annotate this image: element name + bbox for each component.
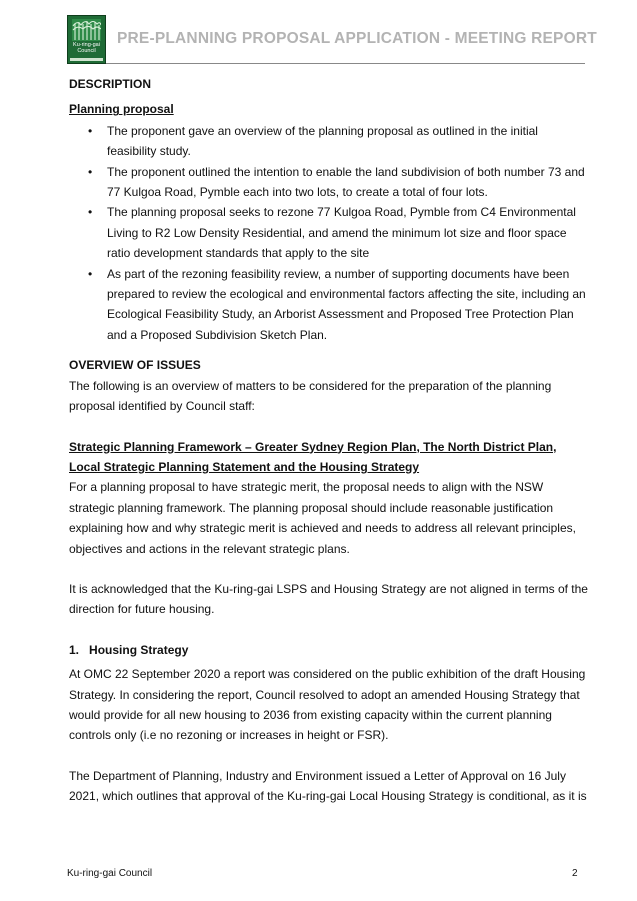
planning-proposal-subheading: Planning proposal	[69, 102, 174, 117]
list-item	[69, 264, 589, 346]
list-item	[69, 162, 589, 203]
section-title: Housing Strategy	[89, 642, 189, 657]
housing-paragraph-2: The Department of Planning, Industry and Environment issued a Letter of Approval on 16 July 2021, which outlines that approval of the Ku-ring-gai Local Housing Strategy is conditional, as it is	[69, 768, 587, 804]
document-body	[69, 74, 589, 807]
strategic-framework-heading: Strategic Planning Framework – Greater Sydney Region Plan, The North District Plan, Local Strategic Planning Statement and the Housing Strategy	[69, 439, 557, 474]
bullet-icon: •	[88, 205, 93, 220]
page-number: 2	[572, 868, 578, 879]
bullet-text: The proponent outlined the intention to enable the land subdivision of both number 73 and 77 Kulgoa Road, Pymble each into two lots, to create a total of four lots.	[107, 164, 585, 200]
logo-text-line1: Ku-ring-gai	[73, 42, 100, 48]
bullet-icon: •	[88, 266, 93, 281]
tree-logo-icon	[72, 19, 101, 41]
council-logo	[67, 15, 106, 64]
overview-heading: OVERVIEW OF ISSUES	[69, 358, 201, 373]
planning-proposal-list	[69, 121, 589, 345]
bullet-text: The planning proposal seeks to rezone 77 Kulgoa Road, Pymble from C4 Environmental Living to R2 Low Density Residential, and amend the minimum lot size and floor space ratio development standards that apply to the site	[107, 205, 576, 261]
list-item	[69, 121, 589, 162]
overview-intro: The following is an overview of matters to be considered for the preparation of the planning proposal identified by Council staff:	[69, 378, 552, 414]
header-divider	[106, 63, 585, 64]
footer-organisation: Ku-ring-gai Council	[67, 868, 153, 879]
logo-base-stripe	[70, 58, 103, 61]
bullet-icon: •	[88, 164, 93, 179]
page-header-title: PRE-PLANNING PROPOSAL APPLICATION - MEETING REPORT	[117, 30, 597, 47]
bullet-text: The proponent gave an overview of the planning proposal as outlined in the initial feasibility study.	[107, 123, 538, 159]
strategic-paragraph-1: For a planning proposal to have strategic merit, the proposal needs to align with the NSW strategic planning framework. The planning proposal should include reasonable justification explaining how and why strategic merit is achieved and needs to address all relevant principles, objectives and actions in the relevant strategic plans.	[69, 480, 576, 556]
logo-text	[68, 42, 105, 55]
description-heading: DESCRIPTION	[69, 77, 152, 91]
housing-paragraph-1: At OMC 22 September 2020 a report was considered on the public exhibition of the draft Housing Strategy. In considering the report, Council resolved to adopt an amended Housing Strategy that would provide for all new housing to 2036 from existing capacity within the current planning controls only (i.e no rezoning or increases in height or FSR).	[69, 667, 586, 743]
strategic-paragraph-2: It is acknowledged that the Ku-ring-gai LSPS and Housing Strategy are not aligned in terms of the direction for future housing.	[69, 581, 588, 617]
section-number: 1.	[69, 642, 80, 657]
bullet-text: As part of the rezoning feasibility review, a number of supporting documents have been prepared to review the ecological and environmental factors affecting the site, including an Ecological Feasibility Study, an Arborist Assessment and Proposed Tree Protection Plan and a Proposed Subdivision Sketch Plan.	[107, 266, 586, 342]
logo-text-line2: Council	[77, 48, 96, 55]
bullet-icon: •	[88, 123, 93, 138]
list-item	[69, 202, 589, 263]
housing-strategy-heading	[69, 640, 589, 660]
